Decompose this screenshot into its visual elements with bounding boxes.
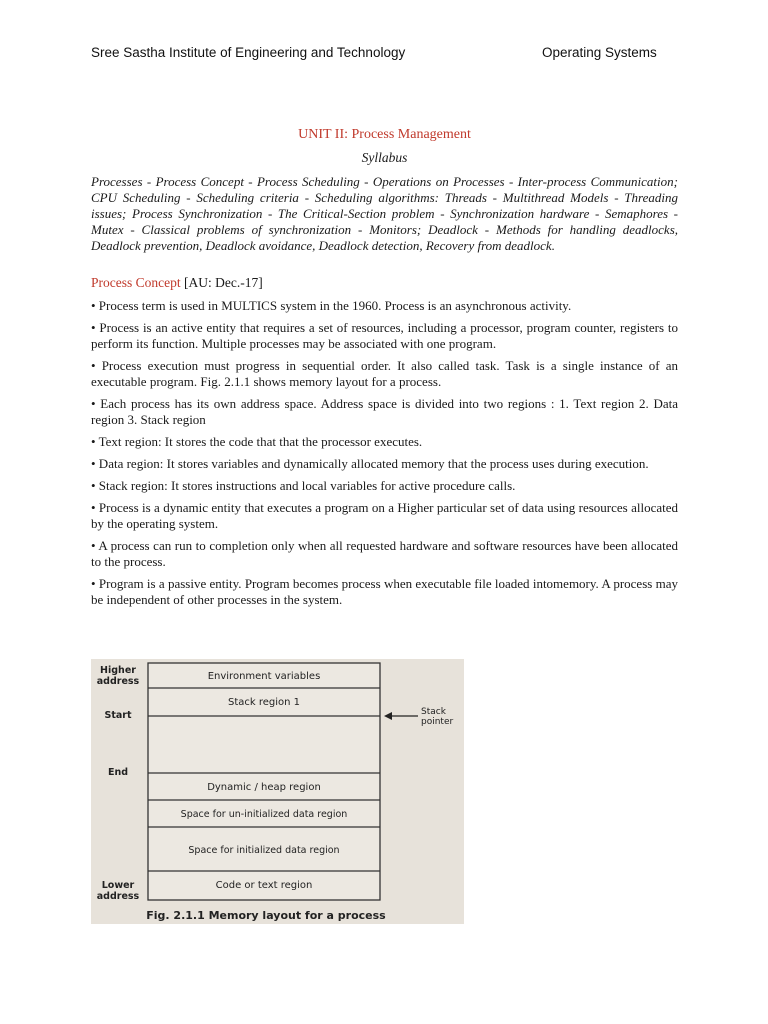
bullet-item: • Data region: It stores variables and dynamically allocated memory that the process uses during execution. <box>91 456 649 471</box>
bullet-item: • A process can run to completion only when all requested hardware and software resources have been allocated to the process. <box>91 538 678 569</box>
section-heading <box>91 274 678 292</box>
higher-address-label: address <box>96 676 140 687</box>
region-init-data: Space for initialized data region <box>188 845 340 856</box>
bullet-item: • Process is an active entity that requires a set of resources, including a processor, program counter, registers to perform its function. Multiple processes may be associated with one program. <box>91 320 678 351</box>
exam-reference: [AU: Dec.-17] <box>180 275 263 290</box>
institute-name: Sree Sastha Institute of Engineering and Technology <box>91 45 406 60</box>
section-title: Process Concept <box>91 275 181 290</box>
lower-address-label: Lower <box>101 880 135 891</box>
unit-title: UNIT II: Process Management <box>298 127 471 142</box>
syllabus-heading: Syllabus <box>361 150 408 165</box>
bullet-item: • Stack region: It stores instructions and local variables for active procedure calls. <box>91 478 516 493</box>
memory-layout-figure <box>91 659 464 924</box>
page-content <box>91 126 678 608</box>
start-label: Start <box>104 710 132 721</box>
region-uninit-data: Space for un-initialized data region <box>180 809 348 820</box>
bullet-item: • Each process has its own address space. Address space is divided into two regions : 1. Text region 2. Data region 3. Stack region <box>91 396 678 427</box>
end-label: End <box>107 767 129 778</box>
bullet-list <box>91 298 678 608</box>
region-code: Code or text region <box>215 880 313 891</box>
stack-pointer-label: pointer <box>421 717 454 727</box>
memory-layout-diagram <box>91 659 464 924</box>
syllabus-text: Processes - Process Concept - Process Scheduling - Operations on Processes - Inter-process Communication; CPU Scheduling - Scheduling criteria - Scheduling algorithms: Threads - Multithread Models - Threading issues; Process Synchronization - The Critical-Section problem - Synchronization hardware - Semaphores - Mutex - Classical problems of synchronization - Monitors; Deadlock - Methods for handling deadlocks, Deadlock prevention, Deadlock avoidance, Deadlock detection, Recovery from deadlock. <box>91 174 678 253</box>
higher-address-label: Higher <box>100 665 136 676</box>
bullet-item: • Text region: It stores the code that that the processor executes. <box>91 434 423 449</box>
arrow-head-icon <box>384 712 392 720</box>
bullet-item: • Process term is used in MULTICS system in the 1960. Process is an asynchronous activity. <box>91 298 572 313</box>
region-environment: Environment variables <box>207 671 321 682</box>
stack-pointer-label: Stack <box>421 707 446 717</box>
figure-caption: Fig. 2.1.1 Memory layout for a process <box>146 909 386 922</box>
lower-address-label: address <box>96 891 140 902</box>
region-stack: Stack region 1 <box>227 697 301 708</box>
subject-name: Operating Systems <box>542 45 657 60</box>
bullet-item: • Program is a passive entity. Program becomes process when executable file loaded intomemory. A process may be independent of other processes in the system. <box>91 576 678 607</box>
bullet-item: • Process is a dynamic entity that executes a program on a Higher particular set of data using resources allocated by the operating system. <box>91 500 678 531</box>
region-heap: Dynamic / heap region <box>207 782 321 793</box>
bullet-item: • Process execution must progress in sequential order. It also called task. Task is a single instance of an executable program. Fig. 2.1.1 shows memory layout for a process. <box>91 358 678 389</box>
